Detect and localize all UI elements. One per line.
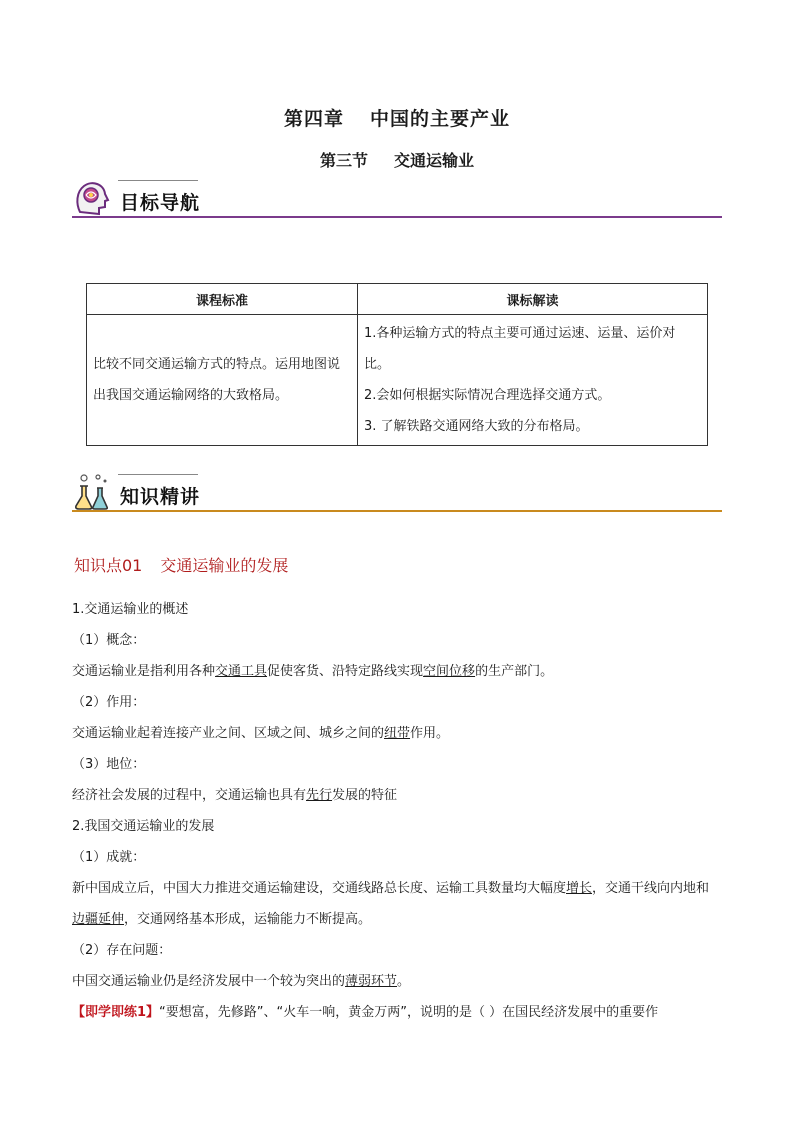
header-standard: 课程标准: [87, 284, 358, 315]
underline-term: 先行: [306, 788, 333, 803]
paragraph-problems: 中国交通运输业仍是经济发展中一个较为突出的薄弱环节。: [72, 974, 411, 989]
header-interpretation: 课标解读: [358, 284, 708, 315]
subheading-achievement: （1）成就：: [72, 850, 146, 865]
interpretation-item: 2.会如何根据实际情况合理选择交通方式。: [364, 388, 611, 403]
exercise-question: [72, 997, 722, 1028]
paragraph-status: 经济社会发展的过程中，交通运输也具有先行发展的特征: [72, 788, 398, 803]
chapter-number: 第四章: [283, 108, 344, 130]
table-row: [87, 315, 708, 446]
paragraph-role: 交通运输业起着连接产业之间、区域之间、城乡之间的纽带作用。: [72, 726, 450, 741]
brain-icon: [72, 178, 112, 218]
section-number: 第三节: [319, 151, 368, 170]
paragraph-concept: 交通运输业是指利用各种交通工具促使客货、沿特定路线实现空间位移的生产部门。: [72, 664, 554, 679]
exercise-tag: 【即学即练1】: [72, 1005, 160, 1020]
knowledge-rule: [72, 510, 722, 512]
paragraph-achievement: 新中国成立后，中国大力推进交通运输建设，交通线路总长度、运输工具数量均大幅度增长，交通干线向内地和边疆延伸，交通网络基本形成，运输能力不断提高。: [72, 881, 710, 927]
chemistry-flask-icon: [72, 472, 112, 512]
heading-development: 2.我国交通运输业的发展: [72, 819, 215, 834]
goal-nav-header: [72, 178, 722, 222]
knowledge-label: 知识精讲: [120, 486, 201, 508]
knowledge-header: [72, 472, 722, 516]
exercise-text: “要想富，先修路”、“火车一响，黄金万两”，说明的是（ ）在国民经济发展中的重要作: [159, 1005, 659, 1020]
content-body: [72, 594, 722, 1028]
heading-overview: 1.交通运输业的概述: [72, 602, 189, 617]
cell-standard: 比较不同交通运输方式的特点。运用地图说出我国交通运输网络的大致格局。: [87, 315, 358, 446]
kp-number: 知识点01: [74, 556, 143, 575]
chapter-title: [0, 104, 794, 131]
underline-term: 纽带: [384, 726, 411, 741]
cell-interpretation: [358, 315, 708, 446]
underline-term: 薄弱环节: [345, 974, 398, 989]
interpretation-item: 3. 了解铁路交通网络大致的分布格局。: [364, 419, 589, 434]
header-deco-line: [118, 474, 198, 475]
underline-term: 空间位移: [423, 664, 476, 679]
table-header-row: [87, 284, 708, 315]
subheading-role: （2）作用：: [72, 695, 146, 710]
knowledge-point-title: [74, 553, 288, 576]
kp-name: 交通运输业的发展: [160, 556, 289, 575]
section-title: [0, 148, 794, 171]
subheading-problems: （2）存在问题：: [72, 943, 172, 958]
underline-term: 增长: [566, 881, 593, 896]
interpretation-item: 1.各种运输方式的特点主要可通过运速、运量、运价对比。: [364, 326, 676, 372]
underline-term: 交通工具: [215, 664, 268, 679]
goal-nav-rule: [72, 216, 722, 218]
curriculum-table: [86, 283, 708, 446]
section-name: 交通运输业: [394, 151, 475, 170]
subheading-concept: （1）概念：: [72, 633, 146, 648]
underline-term: 边疆延伸: [72, 912, 125, 927]
goal-nav-label: 目标导航: [120, 192, 201, 214]
header-deco-line: [118, 180, 198, 181]
chapter-name: 中国的主要产业: [370, 108, 511, 130]
subheading-status: （3）地位：: [72, 757, 146, 772]
